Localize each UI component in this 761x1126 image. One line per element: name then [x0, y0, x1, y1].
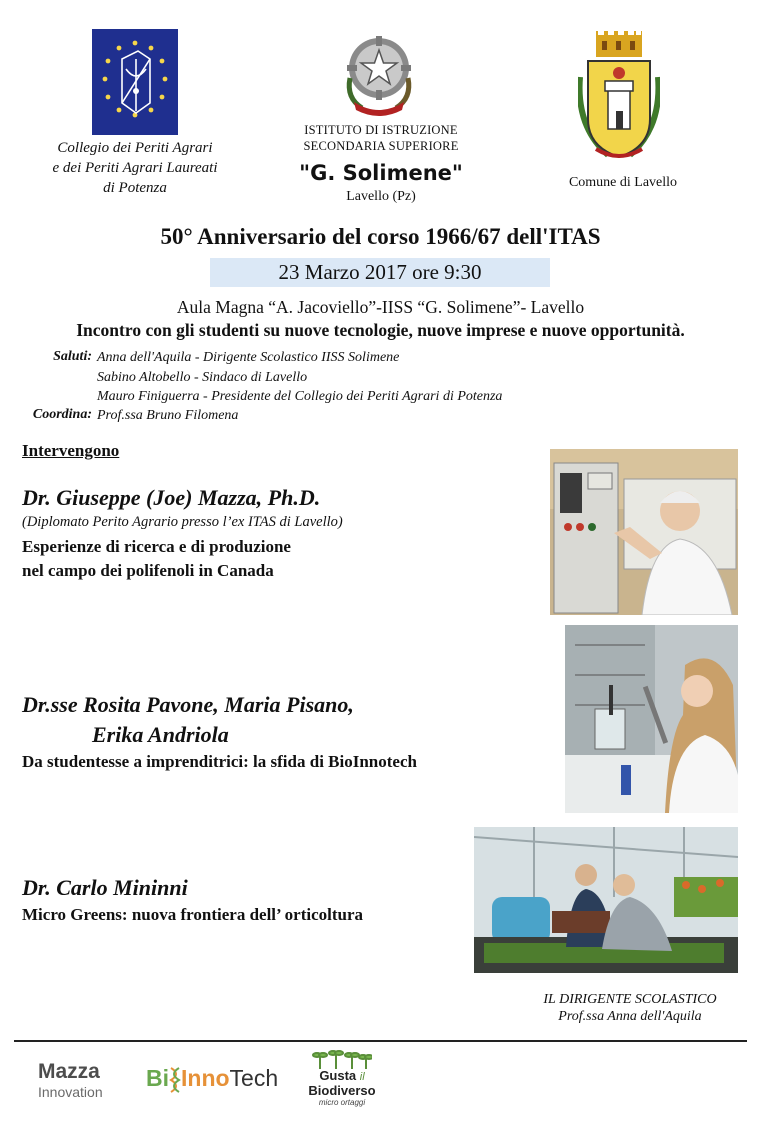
speaker-1-name: Dr. Giuseppe (Joe) Mazza, Ph.D.: [22, 485, 321, 510]
signature-name: Prof.ssa Anna dell'Aquila: [558, 1009, 702, 1024]
saluti-label: Saluti:: [53, 349, 92, 364]
collegio-line-1: Collegio dei Periti Agrari: [57, 140, 213, 156]
saluti-line-1: Anna dell'Aquila - Dirigente Scolastico IISS Solimene: [97, 350, 400, 365]
event-subtitle: Incontro con gli studenti su nuove tecnologie, nuove imprese e nuove opportunità.: [76, 320, 685, 340]
gusta-biodiverso-logo: [300, 1049, 384, 1107]
bioinnotech-logo: [146, 1063, 278, 1093]
speaker-3-photo: [474, 827, 738, 973]
mazza-logo-sub: Innovation: [38, 1084, 103, 1100]
speaker-1-note: (Diplomato Perito Agrario presso l’ex ITAS di Lavello): [22, 514, 343, 530]
speaker-1-topic-1: Esperienze di ricerca e di produzione: [22, 537, 291, 556]
gusta-logo-word: Gusta: [319, 1068, 357, 1083]
footer-divider: [14, 1040, 747, 1042]
school-location: Lavello (Pz): [346, 189, 416, 204]
saluti-line-3: Mauro Finiguerra - Presidente del Collegio dei Periti Agrari di Potenza: [97, 389, 503, 404]
istituto-line-1: ISTITUTO DI ISTRUZIONE: [304, 123, 458, 137]
dna-icon: [169, 1067, 181, 1093]
bioinnotech-part-bi: Bi: [146, 1065, 169, 1091]
mazza-logo-word: Mazza: [38, 1060, 100, 1083]
biodiverso-logo-word: Biodiverso: [308, 1083, 376, 1098]
bioinnotech-part-tech: Tech: [229, 1065, 279, 1091]
istituto-line-2: SECONDARIA SUPERIORE: [303, 139, 459, 153]
saluti-line-2: Sabino Altobello - Sindaco di Lavello: [97, 370, 308, 385]
istituto-title: [270, 122, 492, 154]
collegio-line-3: di Potenza: [103, 180, 167, 196]
signature-role: IL DIRIGENTE SCOLASTICO: [543, 992, 717, 1007]
speaker-2-name-2: Erika Andriola: [92, 722, 229, 747]
repubblica-emblem: [340, 28, 418, 118]
speaker-3-topic: Micro Greens: nuova frontiera dell’ orticoltura: [22, 905, 364, 924]
sprouts-icon: [300, 1049, 384, 1069]
bioinnotech-part-inno: Inno: [181, 1065, 230, 1091]
collegio-name: [30, 138, 240, 198]
comune-name: Comune di Lavello: [568, 175, 678, 190]
intervengono-heading: Intervengono: [22, 441, 120, 460]
lavello-crest: [578, 27, 660, 165]
event-date-time: 23 Marzo 2017 ore 9:30: [210, 258, 550, 287]
collegio-line-2: e dei Periti Agrari Laureati: [52, 160, 218, 176]
speaker-2-photo: [565, 625, 738, 813]
speaker-2-name-1: Dr.sse Rosita Pavone, Maria Pisano,: [22, 692, 354, 717]
speaker-1-photo: [550, 449, 738, 615]
event-venue: Aula Magna “A. Jacoviello”-IISS “G. Solimene”- Lavello: [176, 297, 585, 317]
school-name: "G. Solimene": [299, 161, 463, 185]
speaker-3-name: Dr. Carlo Mininni: [22, 875, 188, 900]
coordina-value: Prof.ssa Bruno Filomena: [97, 408, 239, 423]
coordina-label: Coordina:: [32, 407, 92, 422]
speaker-2-topic: Da studentesse a imprenditrici: la sfida di BioInnotech: [22, 752, 417, 771]
collegio-logo: [92, 29, 178, 135]
event-title: 50° Anniversario del corso 1966/67 dell'ITAS: [160, 224, 601, 249]
speaker-1-topic-2: nel campo dei polifenoli in Canada: [22, 561, 274, 580]
gusta-logo-il: il: [359, 1071, 365, 1083]
signature-block: [520, 991, 740, 1025]
mazza-innovation-logo: [38, 1061, 122, 1099]
gusta-logo-tagline: micro ortaggi: [318, 1098, 366, 1107]
